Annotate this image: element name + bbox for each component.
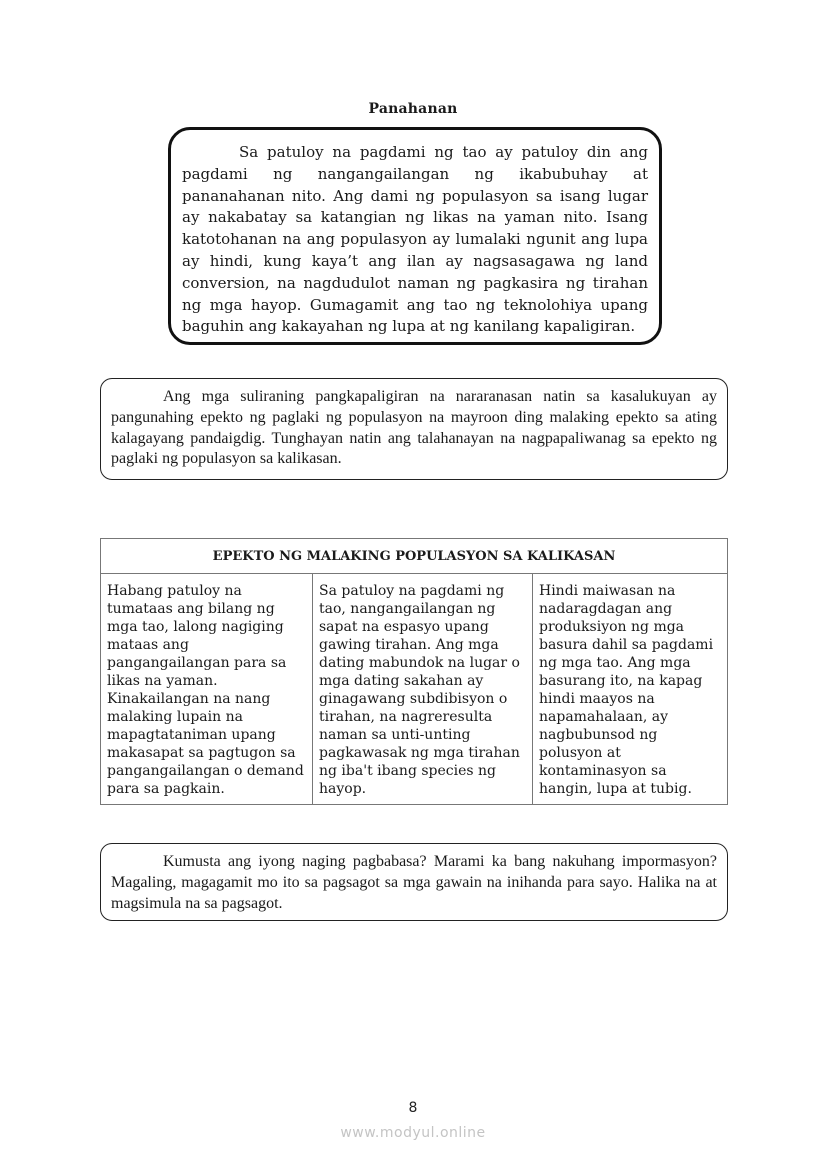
- table-cell-habitat: Sa patuloy na pagdami ng tao, nangangailangan ng sapat na espasyo upang gawing tirahan. Ang mga dating mabundok na lugar o mga dating sakahan ay ginagawang subdibisyon o tirahan, na nagreresulta naman sa unti-unting pagkawasak ng mga tirahan ng iba't ibang species ng hayop.: [313, 574, 533, 805]
- intro-text: Ang mga suliraning pangkapaligiran na nararanasan natin sa kasalukuyan ay pangunahing epekto ng paglaki ng populasyon na mayroon ding malaking epekto sa ating kalagayang pandaigdig. Tunghayan natin ang talahanayan na nagpapaliwanag sa epekto ng paglaki ng populasyon sa kalikasan.: [111, 388, 717, 468]
- table-cell-waste: Hindi maiwasan na nadaragdagan ang produksiyon ng mga basura dahil sa pagdami ng mga tao. Ang mga basurang ito, na kapag hindi maayos na napamahalaan, ay nagbubunsod ng polusyon at kontaminasyon sa hangin, lupa at tubig.: [533, 574, 728, 805]
- page-number: 8: [408, 1100, 418, 1116]
- closing-text: Kumusta ang iyong naging pagbabasa? Marami ka bang nakuhang impormasyon? Magaling, magagamit mo ito sa pagsagot sa mga gawain na inihanda para sayo. Halika na at magsimula na sa pagsagot.: [111, 853, 717, 912]
- section-heading: Panahanan: [368, 101, 458, 117]
- closing-box: [100, 843, 728, 921]
- reading-passage-box: [168, 127, 662, 345]
- table-cell-resources: Habang patuloy na tumataas ang bilang ng mga tao, lalong nagiging mataas ang pangangailangan para sa likas na yaman. Kinakailangan na nang malaking lupain na mapagtataniman upang makasapat sa pagtugon sa pangangailangan o demand para sa pagkain.: [101, 574, 313, 805]
- intro-box: [100, 378, 728, 480]
- table-title: EPEKTO NG MALAKING POPULASYON SA KALIKASAN: [101, 539, 728, 574]
- watermark-text: www.modyul.online: [340, 1125, 486, 1141]
- table-row: [101, 574, 728, 805]
- reading-passage-text: Sa patuloy na pagdami ng tao ay patuloy din ang pagdami ng nangangailangan ng ikabubuhay at pananahanan nito. Ang dami ng populasyon sa isang lugar ay nakabatay sa katangian ng likas na yaman nito. Isang katotohanan na ang populasyon ay lumalaki ngunit ang lupa ay hindi, kung kaya’t ang ilan ay nagsasagawa ng land conversion, na nagdudulot naman ng pagkasira ng tirahan ng mga hayop. Gumagamit ang tao ng teknolohiya upang baguhin ang kakayahan ng lupa at ng kanilang kapaligiran.: [182, 143, 648, 336]
- effects-table: [100, 538, 727, 805]
